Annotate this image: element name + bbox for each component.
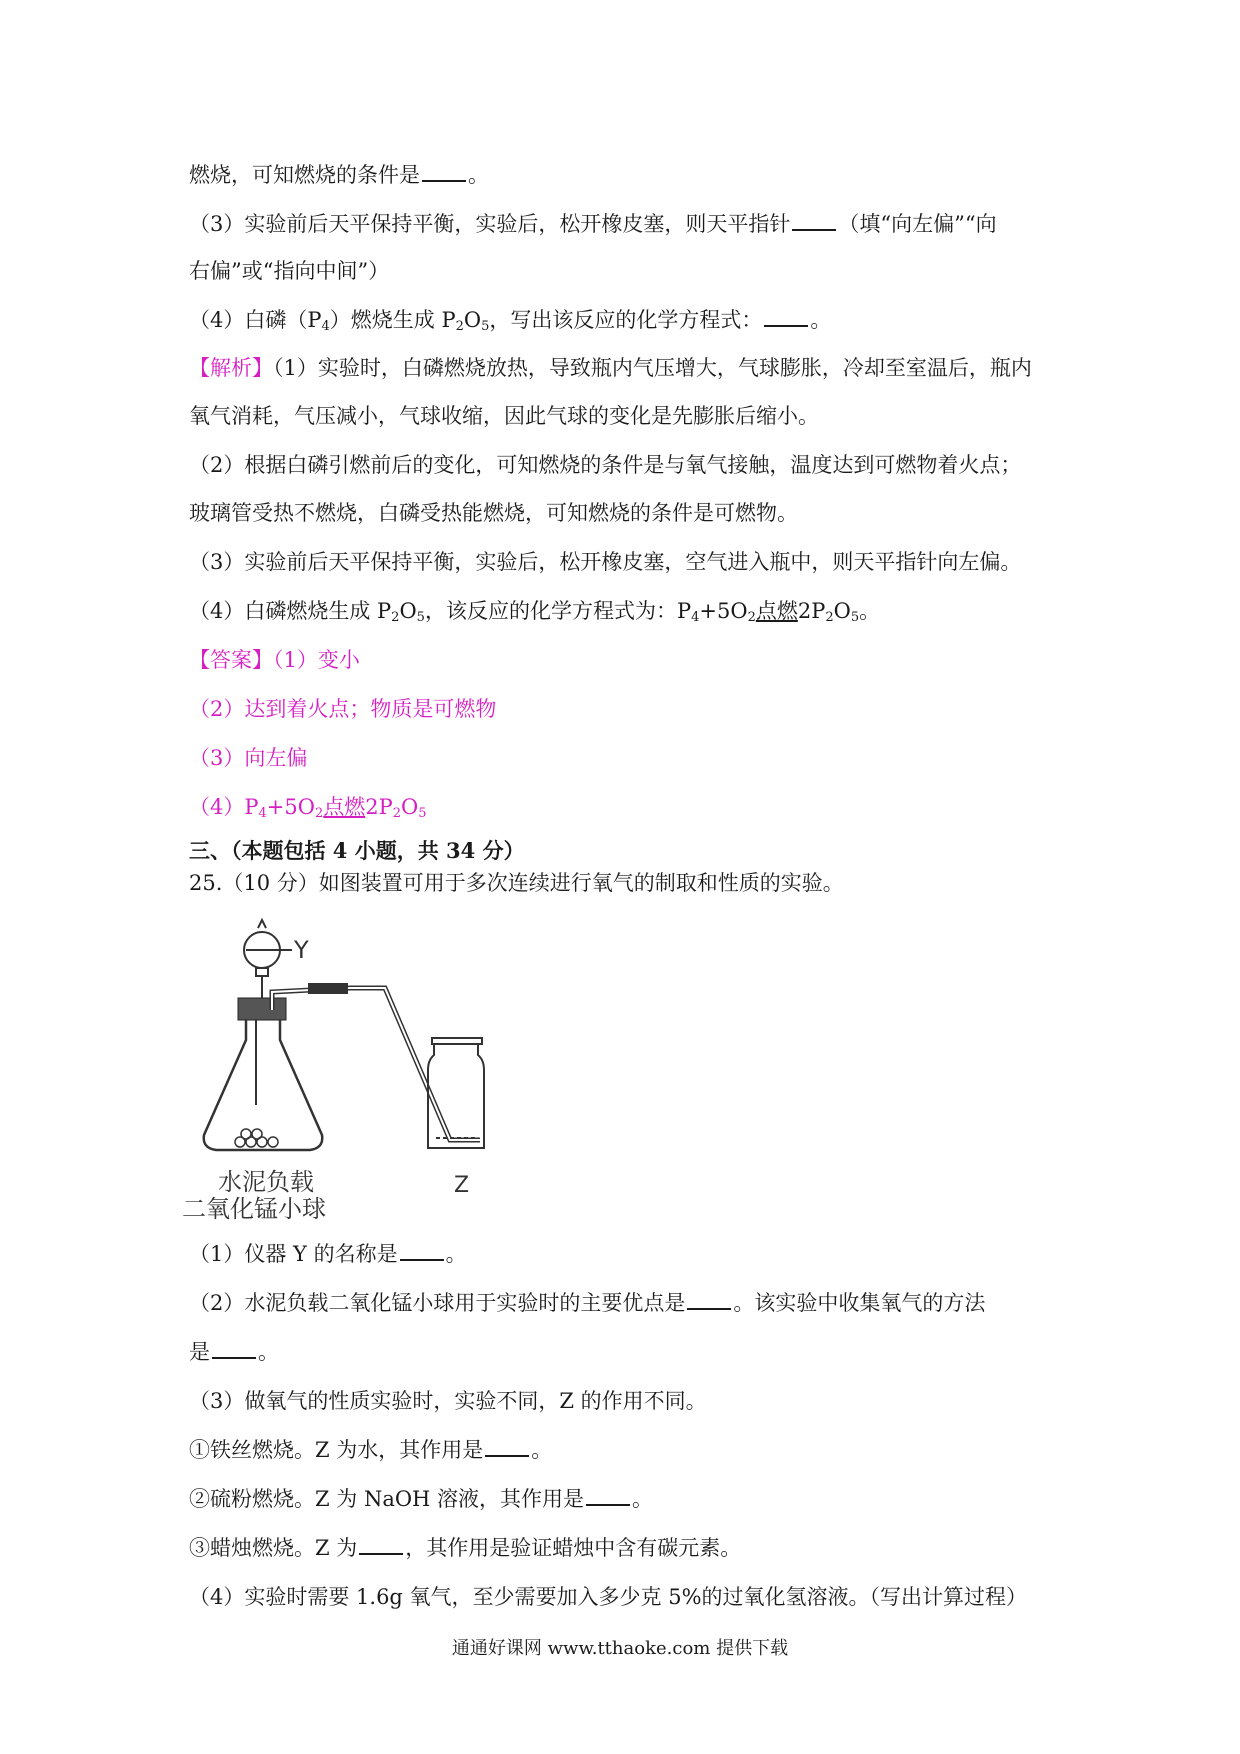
collecting-bottle [428,1038,484,1148]
rubber-stopper [238,998,286,1020]
answer-blank [586,1486,630,1506]
question-line: ②硫粉燃烧。Z 为 NaOH 溶液，其作用是 。 [189,1487,654,1511]
analysis-line: （2）根据白磷引燃前后的变化，可知燃烧的条件是与氧气接触，温度达到可燃物着火点； [189,453,1022,477]
text-line: （4）白磷$(P_4)$燃烧生成 $P_2O_5$，写出该反应的化学方程式： 。 [189,308,832,334]
text-line: （3）实验前后天平保持平衡，实验后，松开橡皮塞，则天平指针 （填“向左偏”“向 [189,212,997,236]
answer-blank [422,162,466,182]
caption-line-2: 二氧化锰小球 [182,1195,326,1223]
answer-line: 【答案】（1）变小 [189,648,360,672]
reaction-condition: 点燃 [323,795,366,819]
analysis-line: （3）实验前后天平保持平衡，实验后，松开橡皮塞，空气进入瓶中，则天平指针向左偏。 [189,550,1022,574]
question-line: （4）实验时需要 1.6g 氧气，至少需要加入多少克 5%的过氧化氢溶液。（写出计算过程） [189,1585,1028,1609]
analysis-line: 氧气消耗，气压减小，气球收缩，因此气球的变化是先膨胀后缩小。 [189,404,819,428]
conical-flask [204,1020,323,1150]
answer-blank [687,1290,731,1310]
apparatus-figure [182,920,560,1223]
answer-blank [764,307,808,327]
question-line: 是 。 [189,1340,279,1364]
answer-blank [359,1535,403,1555]
question-line: （2）水泥负载二氧化锰小球用于实验时的主要优点是 。该实验中收集氧气的方法 [189,1291,986,1315]
reaction-condition: 点燃 [755,599,798,623]
answer-line: （3）向左偏 [189,746,308,770]
delivery-tube [272,988,480,1140]
analysis-tag: 【解析】 [189,356,273,380]
section-heading: 三、（本题包括 4 小题，共 34 分） [189,838,525,863]
analysis-line: 【解析】（1）实验时，白磷燃烧放热，导致瓶内气压增大，气球膨胀，冷却至室温后，瓶内 [189,356,1032,380]
answer-blank [400,1241,444,1261]
answer-tag: 【答案】 [189,648,273,672]
label-y: Y [294,936,309,964]
label-z: Z [454,1173,470,1198]
question-line: ①铁丝燃烧。Z 为水，其作用是 。 [189,1438,553,1462]
answer-blank [792,211,836,231]
answer-line: $(4)P_4+5O_2$点燃$2P_2O_5$ [189,795,427,821]
text-line: 右偏”或“指向中间”） [189,259,390,283]
page-footer: 通通好课网 www.tthaoke.com 提供下载 [451,1638,789,1659]
question-line: （3）做氧气的性质实验时，实验不同，Z 的作用不同。 [189,1389,707,1413]
analysis-line: 玻璃管受热不燃烧，白磷受热能燃烧，可知燃烧的条件是可燃物。 [189,501,798,525]
rubber-connector [308,983,348,994]
analysis-line: （4）白磷燃烧生成 $P_2O_5$，该反应的化学方程式为：$P_4+5O_2$点燃$2P_2O_5$。 [189,599,881,625]
caption-line-1: 水泥负载 [218,1168,314,1196]
answer-blank [212,1339,256,1359]
answer-line: （2）达到着火点；物质是可燃物 [189,697,497,721]
text-line: 燃烧，可知燃烧的条件是 。 [189,163,489,187]
question-line: ③蜡烛燃烧。Z 为 ，其作用是验证蜡烛中含有碳元素。 [189,1536,742,1560]
mno2-balls [235,1129,278,1147]
answer-blank [485,1437,529,1457]
question-title: 25.（10 分）如图装置可用于多次连续进行氧气的制取和性质的实验。 [189,871,844,895]
separatory-funnel [244,920,292,998]
question-line: （1）仪器 Y 的名称是 。 [189,1242,467,1266]
